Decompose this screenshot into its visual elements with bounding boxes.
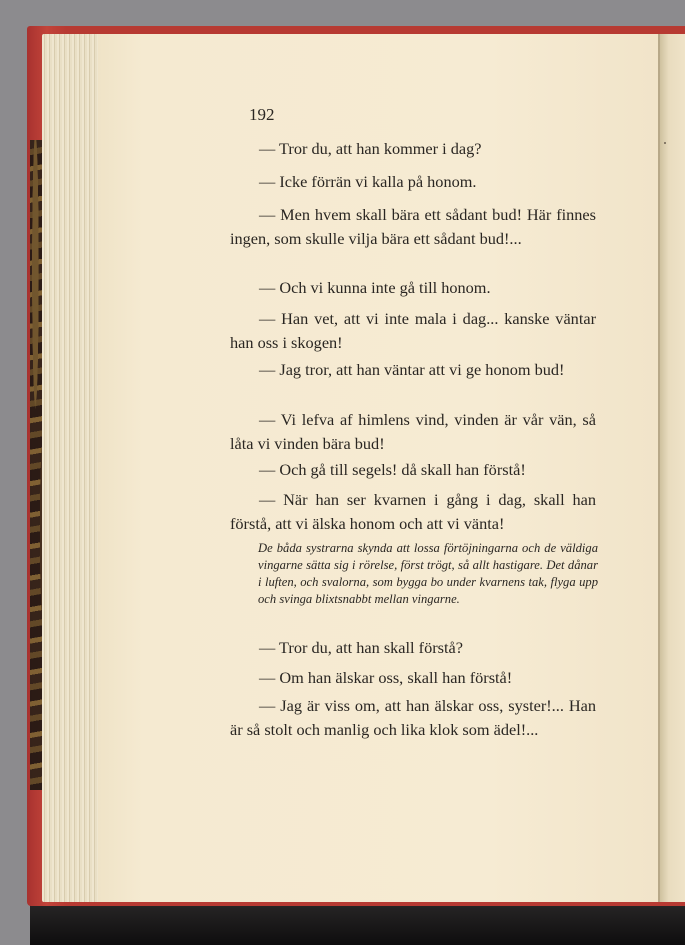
dialogue-line: — Jag tror, att han väntar att vi ge honom bud! (259, 360, 565, 379)
dialogue-line: — Han vet, att vi inte mala i dag... kanske väntar han oss i skogen! (230, 309, 596, 352)
dialogue-line: — Och vi kunna inte gå till honom. (259, 278, 491, 297)
dialogue-line: — Tror du, att han skall förstå? (259, 638, 463, 657)
dialogue-line: — Vi lefva af himlens vind, vinden är vår vän, så låta vi vinden bära bud! (230, 410, 596, 453)
facing-page-edge (658, 34, 685, 902)
page-number: 192 (249, 105, 275, 124)
stage-direction: De båda systrarna skynda att lossa förtöjningarna och de väldiga vingarne sätta sig i rörelse, först trögt, så allt hastigare. Det dånar i luften, och svalorna, som bygga bo under kvarnens tak, flyga upp och svinga blixtsnabbt mellan vingarne. (258, 541, 598, 606)
dialogue-line: — Jag är viss om, att han älskar oss, syster!... Han är så stolt och manlig och lika klok som ädel!... (230, 696, 596, 739)
dialogue-line: — Men hvem skall bära ett sådant bud! Här finnes ingen, som skulle vilja bära ett sådant bud!... (230, 205, 596, 248)
paper-speck (664, 142, 666, 144)
dialogue-line: — Icke förrän vi kalla på honom. (259, 172, 477, 191)
dialogue-line: — Tror du, att han kommer i dag? (259, 139, 482, 158)
dialogue-line: — Och gå till segels! då skall han förstå! (259, 460, 526, 479)
page-gutter (658, 34, 660, 902)
dialogue-line: — Om han älskar oss, skall han förstå! (259, 668, 513, 687)
page-edges (42, 34, 102, 902)
dialogue-line: — När han ser kvarnen i gång i dag, skall han förstå, att vi älska honom och att vi vänta! (230, 490, 596, 533)
